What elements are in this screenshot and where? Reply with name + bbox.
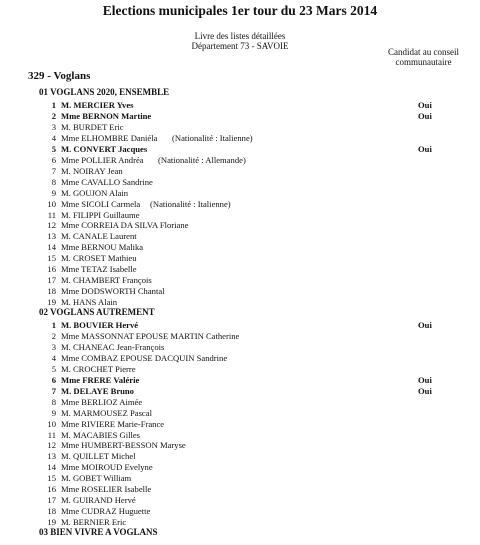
candidate-name: M. FILIPPI Guillaume bbox=[61, 209, 140, 220]
candidate-nationality: (Nationalité : Italienne) bbox=[172, 132, 253, 143]
candidate-row bbox=[0, 331, 480, 341]
candidate-name: Mme HUMBERT-BESSON Maryse bbox=[61, 440, 186, 451]
subtitle-department: Département 73 - SAVOIE bbox=[191, 41, 289, 51]
candidate-name: M. CROSET Mathieu bbox=[61, 253, 137, 264]
candidate-row bbox=[0, 111, 480, 121]
candidate-number: 9 bbox=[51, 187, 56, 198]
candidate-row bbox=[0, 440, 480, 450]
candidate-name: M. CROCHET Pierre bbox=[61, 363, 136, 374]
candidate-number: 7 bbox=[51, 385, 56, 396]
candidate-name: M. BERNIER Eric bbox=[61, 517, 127, 528]
candidate-number: 19 bbox=[47, 297, 56, 308]
candidate-row bbox=[0, 122, 480, 132]
candidate-row bbox=[0, 495, 480, 505]
list-title-02: 02 VOGLANS AUTREMENT bbox=[39, 307, 155, 317]
candidate-row bbox=[0, 253, 480, 263]
candidate-name: Mme MOIROUD Evelyne bbox=[61, 462, 153, 473]
candidate-name: M. BOUVIER Hervé bbox=[61, 320, 139, 330]
candidate-row bbox=[0, 199, 480, 209]
candidate-row bbox=[0, 342, 480, 352]
candidate-row bbox=[0, 100, 480, 110]
candidate-row bbox=[0, 364, 480, 374]
candidate-name: Mme ELHOMBRE Daniéla bbox=[61, 132, 158, 143]
candidate-number: 1 bbox=[51, 320, 56, 330]
candidate-number: 1 bbox=[51, 100, 56, 110]
candidate-name: M. DELAYE Bruno bbox=[61, 385, 134, 396]
candidate-name: M. MACABIES Gilles bbox=[61, 429, 141, 440]
candidate-nationality: (Nationalité : Allemande) bbox=[158, 154, 246, 165]
candidate-number: 4 bbox=[51, 132, 56, 143]
candidate-row bbox=[0, 419, 480, 429]
candidate-number: 6 bbox=[51, 374, 56, 385]
candidate-name: Mme BERNOU Malika bbox=[61, 242, 144, 253]
candidate-number: 13 bbox=[47, 451, 56, 462]
candidate-number: 12 bbox=[47, 220, 56, 231]
candidate-name: M. CONVERT Jacques bbox=[61, 143, 148, 154]
candidate-name: Mme RIVIERE Marie-France bbox=[61, 418, 165, 429]
list-title-01: 01 VOGLANS 2020, ENSEMBLE bbox=[39, 87, 170, 97]
candidate-row bbox=[0, 353, 480, 363]
candidate-number: 16 bbox=[47, 264, 56, 275]
candidate-row bbox=[0, 473, 480, 483]
candidate-name: Mme CAVALLO Sandrine bbox=[61, 176, 153, 187]
candidate-number: 3 bbox=[51, 121, 56, 132]
candidate-name: M. CHANEAC Jean-François bbox=[61, 341, 165, 352]
candidate-row bbox=[0, 166, 480, 176]
candidate-number: 12 bbox=[47, 440, 56, 451]
candidate-name: M. CANALE Laurent bbox=[61, 231, 137, 242]
candidate-row bbox=[0, 408, 480, 418]
conseil-communautaire-oui: Oui bbox=[418, 110, 432, 121]
candidate-row bbox=[0, 210, 480, 220]
candidate-name: M. CHAMBERT François bbox=[61, 275, 152, 286]
candidate-row bbox=[0, 297, 480, 307]
candidate-name: M. GOBET William bbox=[61, 473, 132, 484]
candidate-number: 3 bbox=[51, 341, 56, 352]
candidate-row bbox=[0, 242, 480, 252]
candidate-number: 17 bbox=[47, 495, 56, 506]
candidate-number: 9 bbox=[51, 407, 56, 418]
conseil-communautaire-oui: Oui bbox=[418, 374, 432, 385]
candidate-row bbox=[0, 397, 480, 407]
candidate-name: M. HANS Alain bbox=[61, 297, 118, 308]
candidate-number: 8 bbox=[51, 396, 56, 407]
candidate-row bbox=[0, 188, 480, 198]
candidate-name: M. BURDET Eric bbox=[61, 121, 124, 132]
candidate-number: 15 bbox=[47, 253, 56, 264]
candidate-number: 4 bbox=[51, 352, 56, 363]
candidate-number: 6 bbox=[51, 154, 56, 165]
candidate-name: Mme POLLIER Andréa bbox=[61, 154, 144, 165]
candidate-number: 18 bbox=[47, 286, 56, 297]
candidate-row bbox=[0, 462, 480, 472]
candidate-row bbox=[0, 144, 480, 154]
candidate-row bbox=[0, 506, 480, 516]
candidate-name: Mme DODSWORTH Chantal bbox=[61, 286, 165, 297]
column-header-conseil: Candidat au conseil communautaire bbox=[388, 47, 459, 67]
candidate-row bbox=[0, 484, 480, 494]
candidate-number: 17 bbox=[47, 275, 56, 286]
candidate-row bbox=[0, 177, 480, 187]
candidate-number: 16 bbox=[47, 484, 56, 495]
candidate-row bbox=[0, 220, 480, 230]
candidate-row bbox=[0, 451, 480, 461]
candidate-number: 19 bbox=[47, 517, 56, 528]
candidate-number: 18 bbox=[47, 506, 56, 517]
candidate-name: M. MERCIER Yves bbox=[61, 100, 134, 110]
candidate-name: M. NOIRAY Jean bbox=[61, 165, 123, 176]
candidate-row bbox=[0, 375, 480, 385]
candidate-row bbox=[0, 286, 480, 296]
candidate-number: 15 bbox=[47, 473, 56, 484]
candidate-number: 8 bbox=[51, 176, 56, 187]
candidate-number: 14 bbox=[47, 242, 56, 253]
candidate-row bbox=[0, 430, 480, 440]
candidate-name: Mme FRERE Valérie bbox=[61, 374, 140, 385]
candidate-number: 11 bbox=[47, 209, 56, 220]
candidate-row bbox=[0, 320, 480, 330]
candidate-number: 2 bbox=[51, 110, 56, 121]
candidate-name: Mme COMBAZ EPOUSE DACQUIN Sandrine bbox=[61, 352, 228, 363]
candidate-row bbox=[0, 264, 480, 274]
candidate-number: 5 bbox=[51, 363, 56, 374]
candidate-row bbox=[0, 133, 480, 143]
candidate-number: 5 bbox=[51, 143, 56, 154]
candidate-row bbox=[0, 517, 480, 527]
candidate-number: 13 bbox=[47, 231, 56, 242]
candidate-name: M. GUIRAND Hervé bbox=[61, 495, 136, 506]
candidate-name: Mme TETAZ Isabelle bbox=[61, 264, 137, 275]
candidate-name: Mme MASSONNAT EPOUSE MARTIN Catherine bbox=[61, 330, 240, 341]
commune-heading: 329 - Voglans bbox=[28, 70, 91, 82]
candidate-name: Mme CUDRAZ Huguette bbox=[61, 506, 151, 517]
candidate-name: Mme BERNON Martine bbox=[61, 110, 152, 121]
candidate-number: 2 bbox=[51, 330, 56, 341]
conseil-communautaire-oui: Oui bbox=[418, 385, 432, 396]
page-title: Elections municipales 1er tour du 23 Mars 2014 bbox=[102, 3, 378, 18]
conseil-communautaire-oui: Oui bbox=[418, 100, 432, 110]
candidate-row bbox=[0, 231, 480, 241]
candidate-name: M. QUILLET Michel bbox=[61, 451, 136, 462]
candidate-number: 10 bbox=[47, 418, 56, 429]
candidate-row bbox=[0, 155, 480, 165]
list-title-03: 03 BIEN VIVRE A VOGLANS bbox=[39, 527, 158, 537]
candidate-number: 10 bbox=[47, 198, 56, 209]
candidate-row bbox=[0, 386, 480, 396]
candidate-name: Mme BERLIOZ Aimée bbox=[61, 396, 143, 407]
candidate-name: Mme ROSELIER Isabelle bbox=[61, 484, 152, 495]
candidate-name: Mme SICOLI Carmela bbox=[61, 198, 141, 209]
candidate-number: 14 bbox=[47, 462, 56, 473]
candidate-name: Mme CORREIA DA SILVA Floriane bbox=[61, 220, 189, 231]
candidate-row bbox=[0, 275, 480, 285]
candidate-name: M. GOUJON Alain bbox=[61, 187, 129, 198]
subtitle-book: Livre des listes détaillées bbox=[194, 31, 286, 41]
candidate-nationality: (Nationalité : Italienne) bbox=[150, 198, 231, 209]
conseil-communautaire-oui: Oui bbox=[418, 143, 432, 154]
candidate-number: 11 bbox=[47, 429, 56, 440]
candidate-number: 7 bbox=[51, 165, 56, 176]
candidate-name: M. MARMOUSEZ Pascal bbox=[61, 407, 152, 418]
conseil-communautaire-oui: Oui bbox=[418, 320, 432, 330]
